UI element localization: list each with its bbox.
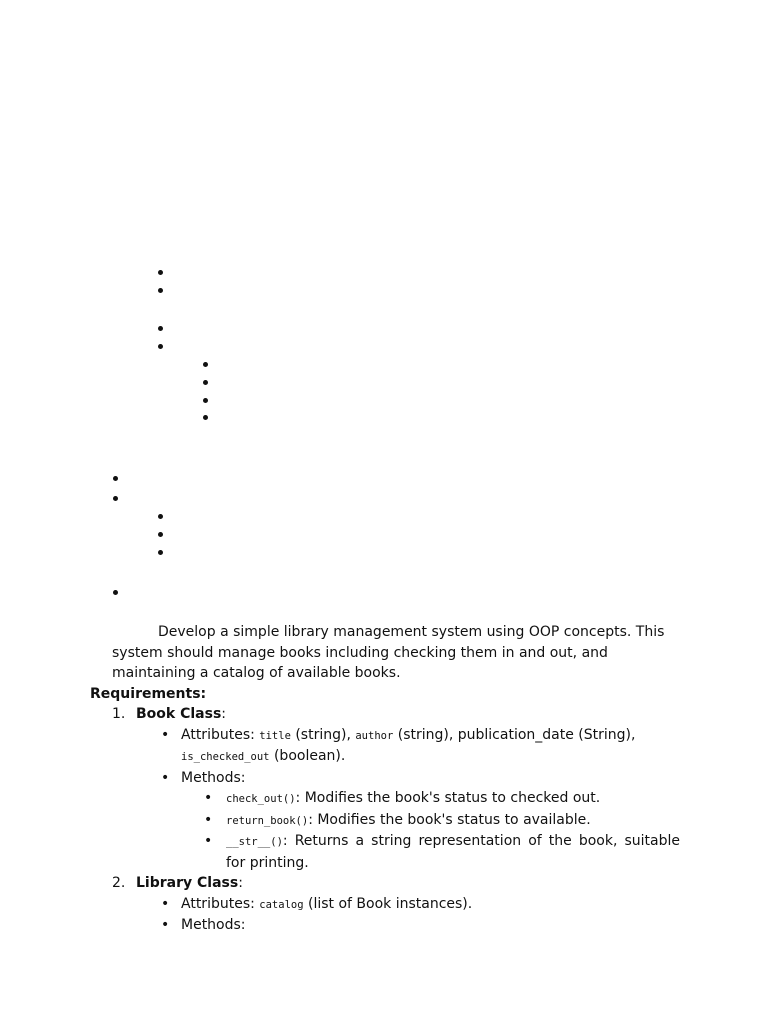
library-methods-item [90,915,680,936]
document-body [90,622,680,936]
bullet: • [204,833,213,849]
methods-label: Methods: [181,769,246,786]
attr-title-type: (string), [290,726,356,743]
colon: : [238,875,243,891]
empty-bullet [203,362,208,367]
empty-bullet [158,344,163,349]
bullet: • [161,726,170,743]
empty-bullet [158,514,163,519]
empty-bullet [158,326,163,331]
bullet: • [161,769,170,786]
empty-bullet [158,532,163,537]
methods-label: Methods: [181,917,246,933]
item-number: 1. [112,706,126,722]
book-attributes-item [90,725,680,768]
method-description: : Returns a string representation of the book, suitable for printing. [226,833,680,871]
attr-catalog-type: (list of Book instances). [303,895,473,912]
code-return-book: return_book() [226,814,309,827]
requirements-heading: Requirements: [90,685,207,702]
empty-bullet [113,496,118,501]
code-catalog: catalog [259,898,304,911]
book-methods-item [90,768,680,789]
attributes-label: Attributes: [181,895,260,912]
empty-bullet [203,415,208,420]
book-class-title: Book Class [136,706,222,722]
code-check-out: check_out() [226,793,296,805]
empty-bullet [113,476,118,481]
method-return-book [90,810,680,832]
empty-bullet [158,270,163,275]
empty-bullet [158,288,163,293]
empty-bullet [203,398,208,403]
empty-bullet [113,590,118,595]
empty-bullet [158,550,163,555]
bullet: • [204,811,213,828]
library-class-title: Library Class [136,875,239,891]
colon: : [221,706,226,722]
empty-bullet [203,380,208,385]
intro-paragraph: Develop a simple library management system using OOP concepts. This system should manage books including checking them in and out, and maintaining a catalog of available books. [112,624,665,681]
code-title: title [259,729,291,742]
code-author: author [355,729,394,742]
attr-author-type: (string), publication_date (String), [393,726,636,743]
bullet: • [161,895,170,912]
bullet: • [161,917,170,933]
code-str: __str__() [226,836,283,848]
code-is-checked-out: is_checked_out [181,751,270,763]
item-number: 2. [112,875,126,891]
method-str [90,831,680,873]
method-check-out [90,788,680,810]
library-attributes-item [90,894,680,916]
attr-checked-type: (boolean). [269,748,346,764]
library-class-item [90,873,680,894]
method-description: : Modifies the book's status to checked out. [295,790,601,806]
attributes-label: Attributes: [181,726,260,743]
bullet: • [204,790,213,806]
method-description: : Modifies the book's status to available. [308,811,591,828]
book-class-item [90,704,680,725]
